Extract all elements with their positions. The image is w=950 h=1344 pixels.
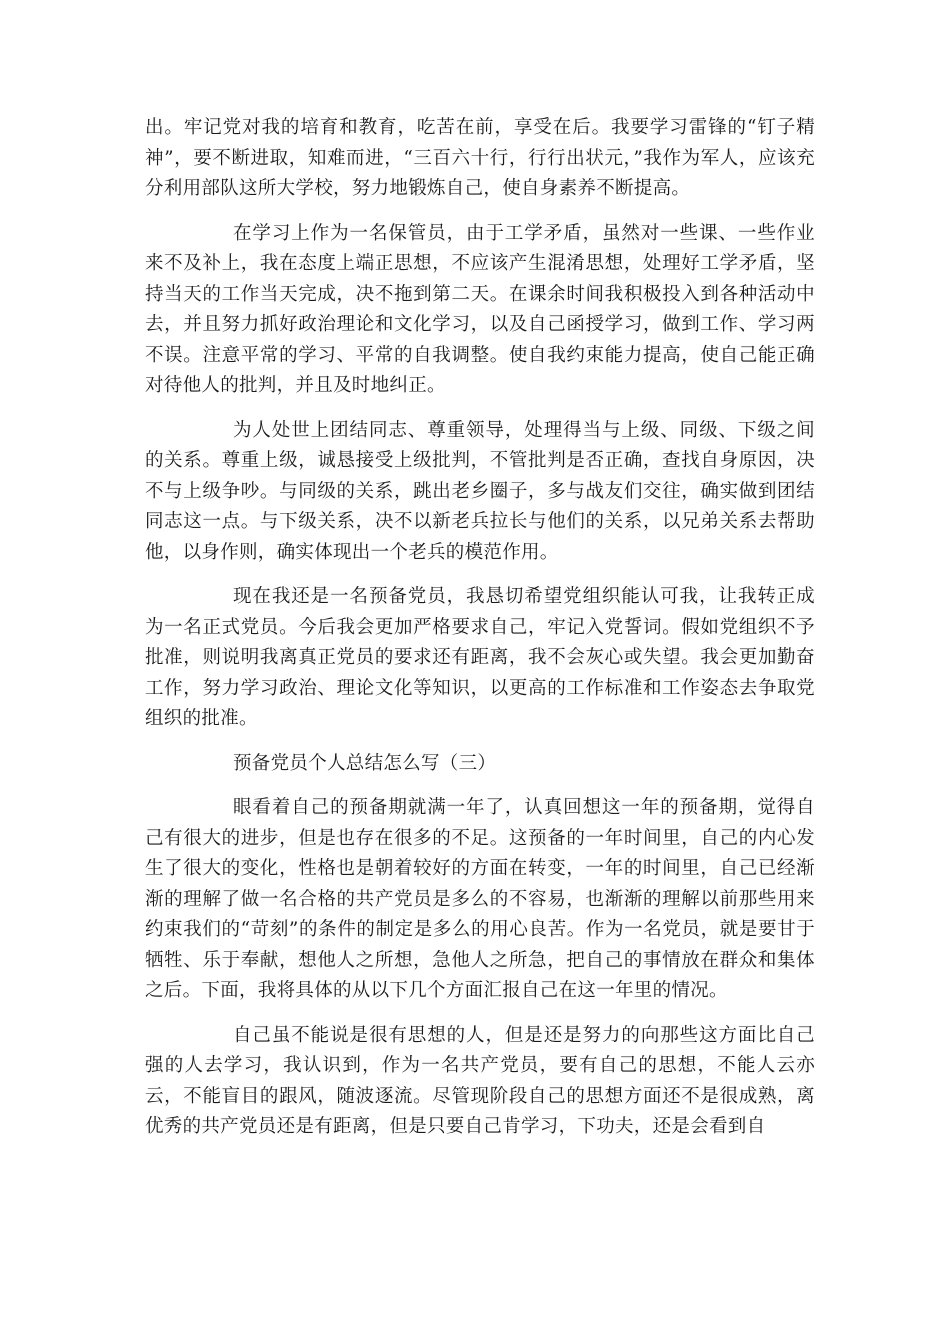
- document-body: [145, 113, 815, 1157]
- paragraph-review: 眼看着自己的预备期就满一年了，认真回想这一年的预备期，觉得自己有很大的进步，但是也存在很多的不足。这预备的一年时间里，自己的内心发生了很大的变化，性格也是朝着较好的方面在转变，一年的时间里，自己已经渐渐的理解了做一名合格的共产党员是多么的不容易，也渐渐的理解以前那些用来约束我们的“苛刻”的条件的制定是多么的用心良苦。作为一名党员，就是要甘于牺牲、乐于奉献，想他人之所想，急他人之所急，把自己的事情放在群众和集体之后。下面，我将具体的从以下几个方面汇报自己在这一年里的情况。: [145, 797, 815, 1001]
- paragraph-thinking: 自己虽不能说是很有思想的人，但是还是努力的向那些这方面比自己强的人去学习，我认识到，作为一名共产党员，要有自己的思想，不能人云亦云，不能盲目的跟风，随波逐流。尽管现阶段自己的思想方面还不是很成熟，离优秀的共产党员还是有距离，但是只要自己肯学习，下功夫，还是会看到自: [145, 1024, 815, 1137]
- section-heading: 预备党员个人总结怎么写（三）: [233, 752, 497, 774]
- paragraph-continuation: 出。牢记党对我的培育和教育，吃苦在前，享受在后。我要学习雷锋的“钉子精神”，要不断进取，知难而进，“三百六十行，行行出状元，”我作为军人，应该充分利用部队这所大学校，努力地锻炼自己，使自身素养不断提高。: [145, 117, 815, 199]
- paragraph-relations: 为人处世上团结同志、尊重领导，处理得当与上级、同级、下级之间的关系。尊重上级，诚恳接受上级批判，不管批判是否正确，查找自身原因，决不与上级争吵。与同级的关系，跳出老乡圈子，多与战友们交往，确实做到团结同志这一点。与下级关系，决不以新老兵拉长与他们的关系，以兄弟关系去帮助他，以身作则，确实体现出一个老兵的模范作用。: [145, 419, 815, 563]
- paragraph-study: 在学习上作为一名保管员，由于工学矛盾，虽然对一些课、一些作业来不及补上，我在态度上端正思想，不应该产生混淆思想，处理好工学矛盾，坚持当天的工作当天完成，决不拖到第二天。在课余时间我积极投入到各种活动中去，并且努力抓好政治理论和文化学习，以及自己函授学习，做到工作、学习两不误。注意平常的学习、平常的自我调整。使自我约束能力提高，使自己能正确对待他人的批判，并且及时地纠正。: [145, 222, 815, 396]
- paragraph-probation: 现在我还是一名预备党员，我恳切希望党组织能认可我，让我转正成为一名正式党员。今后我会更加严格要求自己，牢记入党誓词。假如党组织不予批准，则说明我离真正党员的要求还有距离，我不会灰心或失望。我会更加勤奋工作，努力学习政治、理论文化等知识，以更高的工作标准和工作姿态去争取党组织的批准。: [145, 586, 815, 729]
